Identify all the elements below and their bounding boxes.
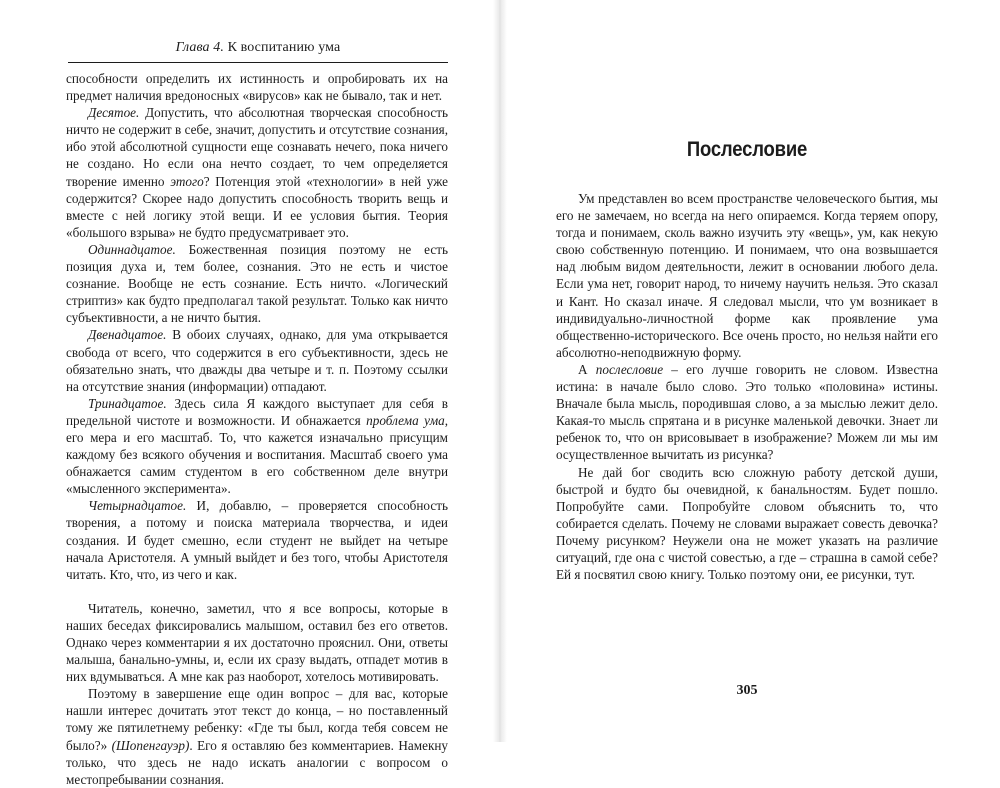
paragraph — [66, 685, 448, 788]
italic-text-run: проблема ума — [366, 412, 445, 428]
italic-text-run: этого — [170, 173, 204, 189]
running-head-label: Глава 4. — [175, 40, 224, 55]
text-run: Божественная позиция поэтому не есть позиция духа и, тем более, сознания. Это не есть и чистое сознание. Вообще не есть сознание. Есть ничто. «Логический стриптиз» как будто предполагал такой результат. Только как ничто субъективности, а не ничто бытия. — [66, 241, 448, 326]
text-run: Не дай бог сводить всю сложную работу детской души, быстрой и будто бы очевидной, к банальностям. Будет пошло. Попробуйте сами. Попробуйте словом объяснить то, что собирается сделать. Почему не словами выражает совесть девочка? Почему рисунком? Неужели она не может указать на различие ситуаций, где она с чистой совестью, а где – страшна в самой себе? Ей я посвятил свою книгу. Только поэтому они, ее рисунки, тут. — [556, 464, 938, 583]
paragraph — [66, 70, 448, 104]
left-body-text — [66, 70, 448, 788]
italic-text-run: Тринадцатое. — [88, 395, 167, 411]
text-run: способности определить их истинность и опробировать их на предмет наличия вредоносных «вирусов» как не бывало, так и нет. — [66, 71, 448, 104]
italic-text-run: Одиннадцатое. — [88, 241, 176, 257]
paragraph — [66, 600, 448, 685]
running-head-rule — [68, 62, 448, 63]
text-run: И, добавлю, – проверяется способность творения, а потому и поиска материала творчества, и идеи создания. И будет смешно, если студент не выйдет на четыре начала Аристотеля. А умный выйдет и без того, чтобы Аристотеля читать. Кто, что, из чего и как. — [66, 498, 448, 582]
paragraph — [66, 241, 448, 326]
running-head — [68, 40, 448, 56]
running-head-title: К воспитанию ума — [227, 40, 341, 55]
text-run: – его лучше говорить не словом. Известна истина: в начале было слово. Это только «половина» истины. Вначале была мысль, породившая слово, а за мыслью лежит дело. Какая-то мысль спрятана и в рисунке маленькой девочки. Знает ли ребенок то, что он врисовывает в изображение? Можем ли мы им осуществленное вычитать из рисунка? — [556, 361, 939, 463]
paragraph — [66, 497, 448, 582]
italic-text-run: (Шопенгауэр) — [111, 737, 190, 753]
text-run: Поэтому в завершение еще один вопрос – для вас, которые нашли интерес дочитать этот текст до конца, – но поставленный тому же пятилетнему ребенку: «Где ты был, когда тебя совсем не было?» — [66, 686, 448, 753]
paragraph — [556, 464, 938, 584]
text-run: , его мера и его масштаб. То, что кажется изначально присущим каждому без всякого обучения и воспитания. Масштаб своего ума обнажается самим студентом в его собственном деле внутри «мысленного эксперимента». — [66, 412, 448, 497]
text-run: В обоих случаях, однако, для ума открывается свобода от всего, что содержится в его субъективности, здесь не обязательно знать, что дважды два четыре и т. п. Поэтому ссылки на отсутствие знания (информации) отпадают. — [66, 327, 448, 394]
italic-text-run: Двенадцатое. — [88, 327, 167, 343]
text-run: . Его я оставляю без комментариев. Намекну только, что здесь не надо искать аналогии с вопросом о местопребывании сознания. — [66, 737, 448, 787]
text-run: Ум представлен во всем пространстве человеческого бытия, мы его не замечаем, но всегда на него опираемся. Когда теряем опору, тогда и понимаем, сколь важно изучить эту «вещь», ум, как некую свою собственную потенцию. И понимаем, что она возвышается над любым видом деятельности, лежит в основании любого дела. Если ума нет, говорит народ, то ничему научить нельзя. Это сказал и Кант. Но сказал иначе. Я следовал мысли, что ум возникает в индивидуально-личностной форме как проявление ума общественно-исторического. Все очень просто, но нельзя найти его абсолютно-неподвижную форму. — [556, 191, 938, 360]
text-run: Допустить, что абсолютная творческая способность ничто не содержит в себе, значит, допустить и отсутствие сознания, ибо этой абсолютной сущности еще сознавать нечего, пока ничего не создано. Но если она нечто создает, то чем определяется творение именно — [66, 105, 448, 189]
italic-text-run: Десятое. — [88, 105, 140, 121]
text-run: Читатель, конечно, заметил, что я все вопросы, которые в наших беседах фиксировались малышом, оставил без его ответов. Однако через комментарии я их достаточно прояснил. Они, ответы малыша, банально-умны, и, если их сразу выдать, отпадет мотив в них вдумываться. А мне как раз наоборот, хотелось мотивировать. — [66, 600, 448, 685]
book-gutter — [493, 0, 507, 742]
paragraph — [556, 190, 938, 361]
right-body-text — [556, 190, 938, 583]
text-run: Здесь сила Я каждого выступает для себя в предельной чистоте и возможности. И обнажается — [66, 395, 448, 428]
page-number: 305 — [736, 683, 758, 698]
paragraph — [66, 104, 448, 241]
left-page — [0, 0, 496, 787]
paragraph — [556, 361, 938, 464]
paragraph — [66, 326, 448, 394]
text-run: ? Потенция этой «технологии» в ней уже содержится? Скорее надо допустить способность творить вещь и вместе с ней логику этой вещи. И ее условия бытия. Теория «большого взрыва» не будто предусматривает это. — [66, 173, 449, 240]
italic-text-run: послесловие — [595, 361, 664, 377]
italic-text-run: Четырнадцатое. — [88, 498, 187, 514]
text-run: А — [578, 361, 596, 377]
chapter-title: Послесловие — [686, 138, 808, 161]
paragraph — [66, 395, 448, 498]
